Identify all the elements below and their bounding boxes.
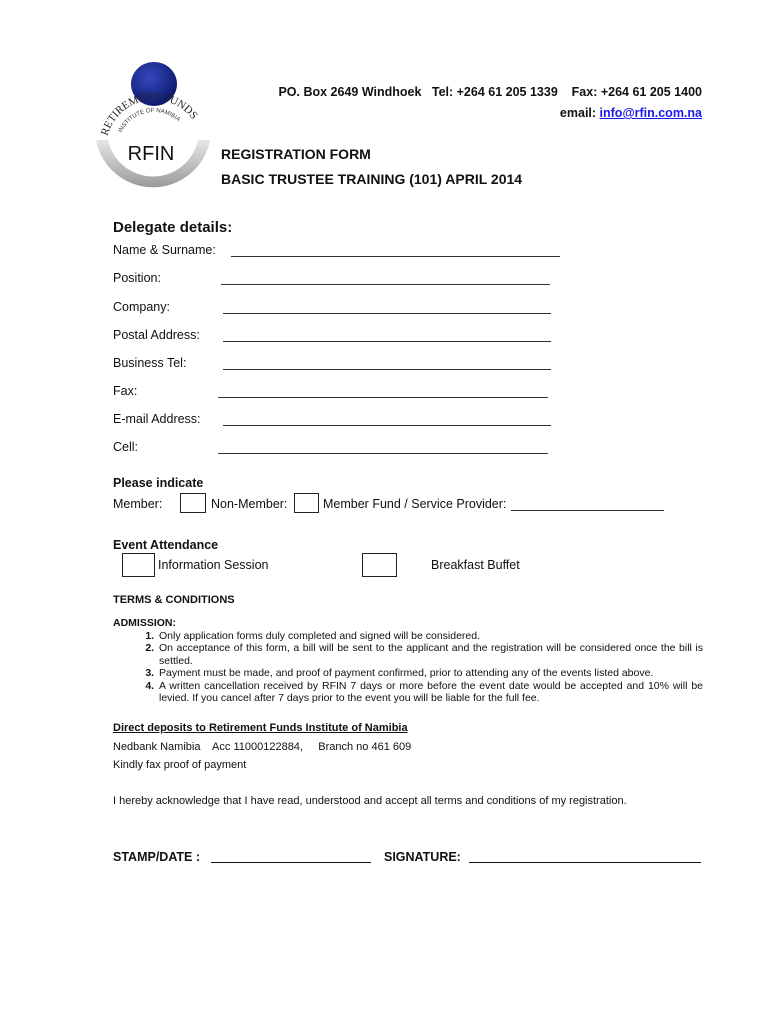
indicate-heading: Please indicate [113,476,204,490]
contact-line: PO. Box 2649 Windhoek Tel: +264 61 205 1339 Fax: +264 61 205 1400 [278,85,702,99]
member-label: Member: [113,497,163,511]
non-member-label: Non-Member: [211,497,288,511]
field-line-business-tel[interactable] [223,369,551,370]
email-line [200,106,702,120]
field-label-fax: Fax: [113,384,138,398]
field-line-company[interactable] [223,313,551,314]
field-label-position: Position: [113,271,161,285]
field-label-email: E-mail Address: [113,412,201,426]
stamp-date-line[interactable] [211,862,371,863]
field-label-cell: Cell: [113,440,139,454]
field-line-email[interactable] [223,425,551,426]
admission-heading: ADMISSION: [113,617,176,629]
logo-sub-arc-text: INSTITUTE OF NAMIBIA [117,107,182,134]
terms-item: 1. Only application forms duly completed and signed will be considered. [157,630,703,643]
logo-arc-text: RETIREMENT FUNDS [98,90,200,138]
email-label: email: [559,106,600,120]
stamp-date-label: STAMP/DATE : [113,850,201,864]
terms-item: 2. On acceptance of this form, a bill will be sent to the applicant and the registration will be considered once the bill is settled. [157,642,703,667]
terms-heading: TERMS & CONDITIONS [113,594,235,606]
field-label-business-tel: Business Tel: [113,356,187,370]
breakfast-buffet-checkbox[interactable] [362,553,397,577]
rfin-logo [88,56,218,196]
signature-label: SIGNATURE: [384,850,461,864]
terms-item: 3. Payment must be made, and proof of payment confirmed, prior to attending any of the events listed above. [157,667,703,680]
form-title: REGISTRATION FORM [221,146,371,162]
non-member-checkbox[interactable] [294,493,319,513]
delegate-heading: Delegate details: [113,219,233,236]
field-line-position[interactable] [221,284,550,285]
fund-line[interactable] [511,510,664,511]
acknowledgement: I hereby acknowledge that I have read, understood and accept all terms and conditions of my registration. [113,795,627,807]
member-checkbox[interactable] [180,493,206,513]
field-line-name[interactable] [231,256,560,257]
bank-details: Nedbank Namibia Acc 11000122884, Branch no 461 609 [113,741,412,753]
deposit-heading: Direct deposits to Retirement Funds Institute of Namibia [113,722,408,734]
field-label-company: Company: [113,300,170,314]
terms-block [113,617,703,705]
terms-item: 4. A written cancellation received by RFIN 7 days or more before the event date would be accepted and 10% will be levied. If you cancel after 7 days prior to the event you will be liable for the full fee. [157,680,703,705]
form-subtitle: BASIC TRUSTEE TRAINING (101) APRIL 2014 [221,171,523,187]
fax-proof-note: Kindly fax proof of payment [113,759,247,771]
logo-abbr: RFIN [127,143,175,165]
field-line-fax[interactable] [218,397,548,398]
information-session-checkbox[interactable] [122,553,155,577]
email-link[interactable]: info@rfin.com.na [599,106,702,120]
field-label-name: Name & Surname: [113,243,216,257]
attendance-heading: Event Attendance [113,538,219,552]
field-line-postal-address[interactable] [223,341,551,342]
breakfast-buffet-label: Breakfast Buffet [431,558,520,572]
information-session-label: Information Session [158,558,269,572]
field-label-postal-address: Postal Address: [113,328,200,342]
fund-label: Member Fund / Service Provider: [323,497,507,511]
signature-line[interactable] [469,862,701,863]
field-line-cell[interactable] [218,453,548,454]
terms-list [113,630,703,705]
